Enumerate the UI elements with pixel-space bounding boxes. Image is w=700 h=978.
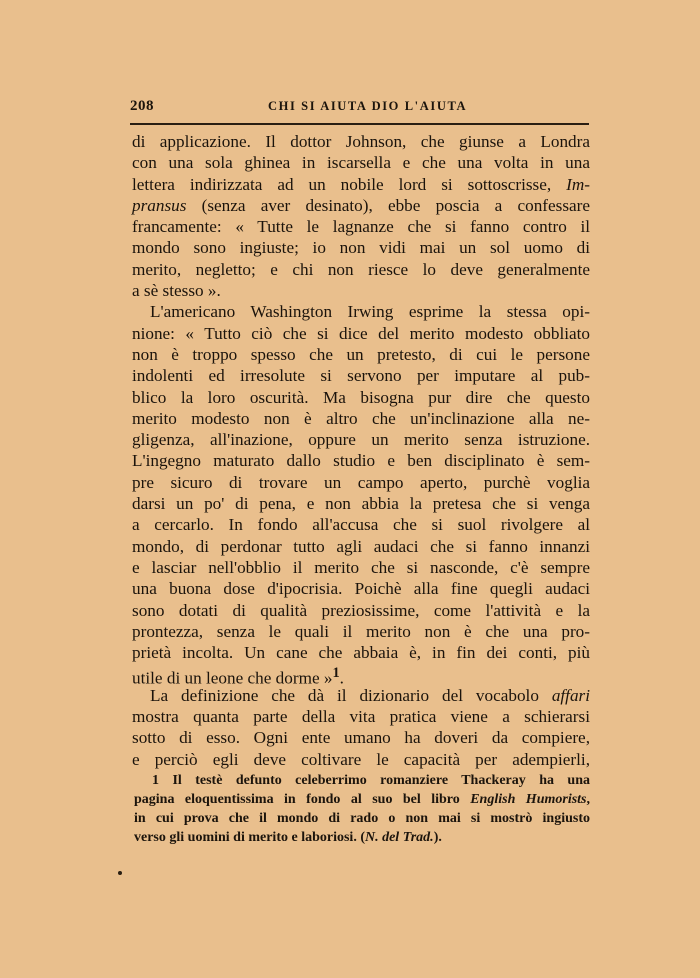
text-line: merito, negletto; e chi non riesce lo deve generalmente [132, 259, 590, 279]
text-line: una buona dose d'ipocrisia. Poichè alla fine quegli audaci [132, 579, 590, 599]
book-title: English Humorists [470, 792, 587, 807]
text-line: indolenti ed irresolute si servono per imputare al pub- [132, 366, 590, 386]
text-line: a sè stesso ». [132, 281, 221, 301]
italic-word: Im- [566, 174, 591, 194]
text-line: e lasciar nell'obblio il merito che si nasconde, c'è sempre [132, 557, 590, 577]
page-header [130, 98, 590, 118]
page-number: 208 [130, 98, 154, 114]
text-line: nione: « Tutto ciò che si dice del merito modesto obbliato [132, 323, 590, 343]
text-line: utile di un leone che dorme »$^1$. [132, 665, 344, 689]
text-segment: pagina eloquentissima in fondo al suo bel libro [134, 792, 460, 807]
footnote-reference: 1 [332, 665, 340, 682]
text-line: L'ingegno maturato dallo studio e ben disciplinato è sem- [132, 451, 590, 471]
translator-note: N. del Trad. [364, 830, 434, 845]
text-line: blico la loro oscurità. Ma bisogna pur dire che questo [132, 387, 590, 407]
text-line: mondo, di perdonar tutto agli audaci che si fanno innanzi [132, 536, 590, 556]
text-line [132, 174, 590, 195]
header-rule [130, 123, 589, 125]
body-text [132, 131, 590, 770]
text-segment: (senza aver desinato), ebbe poscia a confessare [186, 195, 590, 215]
ink-speck [118, 871, 122, 875]
text-line: francamente: « Tutte le lagnanze che si fanno contro il [132, 217, 590, 237]
footnote [134, 771, 590, 847]
running-title: CHI SI AIUTA DIO L'AIUTA [268, 99, 468, 113]
text-segment: utile di un leone che dorme » [132, 669, 333, 689]
italic-word: affari [551, 685, 591, 705]
text-line: mondo sono ingiuste; io non vidi mai un sol uomo di [132, 238, 590, 258]
text-line: darsi un po' di pena, e non abbia la pretesa che si venga [132, 494, 590, 514]
text-line: prietà incolta. Un cane che abbaia è, in fin dei conti, più [132, 643, 590, 663]
text-segment: ). [433, 830, 442, 845]
footnote-line [134, 790, 590, 809]
text-line: L'americano Washington Irwing esprime la stessa opi- [150, 302, 590, 322]
text-line [132, 685, 590, 706]
text-line: non è troppo spesso che un pretesto, di cui le persone [132, 344, 590, 364]
text-line: e perciò egli deve coltivare le capacità per adempierli, [132, 749, 590, 769]
text-line: mostra quanta parte della vita pratica viene a schierarsi [132, 707, 590, 727]
text-line: gligenza, all'inazione, oppure un merito senza istruzione. [132, 430, 590, 450]
text-line [132, 195, 590, 216]
footnote-marker: 1 [152, 773, 159, 788]
footnote-line: in cui prova che il mondo di rado o non mai si mostrò ingiusto [134, 811, 590, 826]
text-line: di applicazione. Il dottor Johnson, che giunse a Londra [132, 132, 590, 151]
footnote-line [134, 771, 590, 790]
text-segment: lettera indirizzata ad un nobile lord si sottoscrisse, [132, 174, 552, 194]
text-line: con una sola ghinea in iscarsella e che una volta in una [132, 153, 590, 173]
text-segment: , [586, 792, 590, 807]
text-line: sono dotati di qualità preziosissime, come l'attività e la [132, 600, 590, 620]
text-line: sotto di esso. Ogni ente umano ha doveri da compiere, [132, 728, 590, 748]
text-line: merito modesto non è altro che un'inclinazione alla ne- [132, 408, 590, 428]
text-line: pre sicuro di trovare un campo aperto, purchè voglia [132, 472, 590, 492]
text-line: a cercarlo. In fondo all'accusa che si suol rivolgere al [132, 515, 590, 535]
footnote-line [134, 828, 590, 847]
text-segment: Il testè defunto celeberrimo romanziere Thackeray ha una [172, 773, 590, 788]
text-segment: verso gli uomini di merito e laboriosi. ( [134, 830, 365, 845]
text-line: prontezza, senza le quali il merito non è che una pro- [132, 621, 590, 641]
text-segment: La definizione che dà il dizionario del vocabolo [150, 685, 539, 705]
italic-word: pransus [132, 195, 187, 215]
